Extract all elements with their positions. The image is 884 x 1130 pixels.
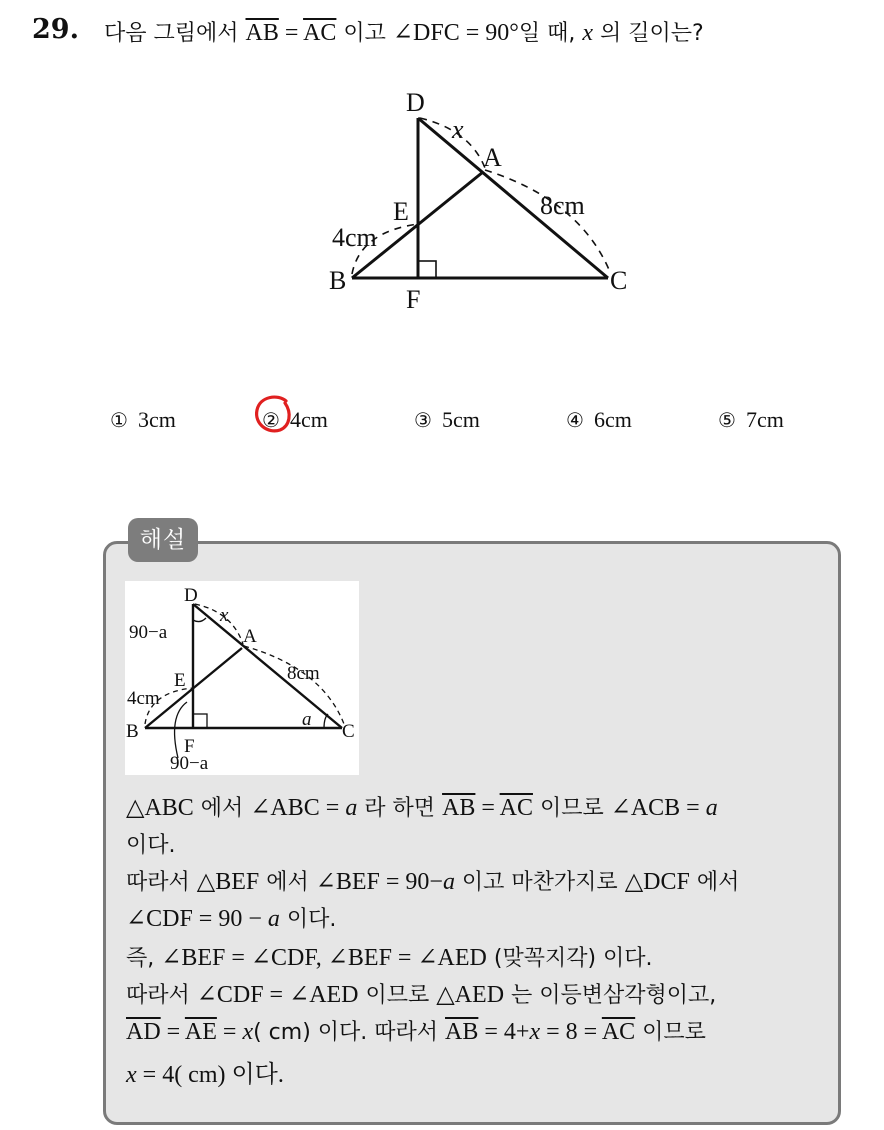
label-b: B (329, 266, 347, 295)
fig2-label-x: x (220, 605, 229, 626)
q-var-x: x (582, 20, 593, 46)
fig2-label-b: B (126, 721, 139, 742)
solution-line-7: $\overline{AD} = \overline{AE} = x$( cm) 이다. 따라서 $\overline{AB} = 4+x = 8 = \overline{AC}$ 이므로 (126, 1019, 706, 1045)
q-text-2: 이고 (336, 21, 393, 46)
q-seg-ab: $\overline{AB}$ (245, 20, 279, 46)
q-text-3: 일 때, (518, 21, 583, 46)
fig2-angle-c: a (302, 709, 312, 730)
solution-line-4: ∠CDF = 90 − a 이다. (126, 906, 337, 932)
answer-choices (0, 407, 884, 441)
fig2-label-f: F (184, 736, 195, 757)
arc-8cm (485, 170, 610, 272)
fig2-angle-d: 90−a (129, 622, 168, 643)
q-angle: ∠DFC = 90° (392, 20, 519, 46)
solution-line-6: 따라서 ∠CDF = ∠AED 이므로 △AED 는 이등변삼각형이고, (126, 982, 717, 1008)
label-4cm: 4cm (332, 223, 377, 252)
fig2-label-a: A (243, 626, 257, 647)
label-c: C (610, 266, 628, 295)
solution-line-8: x = 4( cm) 이다. (126, 1062, 284, 1088)
q-seg-ac: $\overline{AC}$ (303, 20, 337, 46)
choice-3[interactable]: ③ 5cm (414, 407, 480, 432)
choice-5[interactable]: ⑤ 7cm (718, 407, 784, 432)
label-a: A (483, 143, 502, 172)
label-f: F (406, 285, 421, 314)
answer-circle-mark (252, 393, 294, 435)
choice-1[interactable]: ① 3cm (110, 407, 176, 432)
solution-figure (125, 581, 359, 775)
right-angle-mark (418, 261, 436, 278)
question-number: 29. (32, 14, 79, 45)
fig2-label-e: E (174, 670, 186, 691)
choice-2[interactable]: ② 4cm (262, 407, 328, 432)
fig2-label-4cm: 4cm (127, 688, 160, 709)
q-eq: = (278, 20, 304, 46)
question-text (104, 16, 704, 47)
q-text-1: 다음 그림에서 (104, 21, 246, 46)
solution-triangle (125, 581, 359, 775)
solution-line-1: △ABC 에서 ∠ABC = a 라 하면 $\overline{AB} = \overline{AC}$ 이므로 ∠ACB = a (126, 795, 718, 821)
solution-tag: 해설 (128, 518, 198, 562)
label-x: x (452, 115, 464, 144)
solution-line-3: 따라서 △BEF 에서 ∠BEF = 90−a 이고 마찬가지로 △DCF 에서 (126, 869, 740, 895)
fig2-label-8cm: 8cm (287, 663, 320, 684)
q-text-4: 의 길이는? (592, 21, 704, 46)
label-8cm: 8cm (540, 191, 585, 220)
solution-line-2: 이다. (126, 833, 176, 858)
label-e: E (393, 197, 409, 226)
fig2-angle-f: 90−a (170, 753, 209, 774)
choice-4[interactable]: ④ 6cm (566, 407, 632, 432)
fig2-label-c: C (342, 721, 355, 742)
triangle-figure (300, 84, 640, 314)
fig2-label-d: D (184, 585, 198, 606)
solution-line-5: 즉, ∠BEF = ∠CDF, ∠BEF = ∠AED (맞꼭지각) 이다. (126, 945, 653, 971)
label-d: D (406, 88, 425, 117)
